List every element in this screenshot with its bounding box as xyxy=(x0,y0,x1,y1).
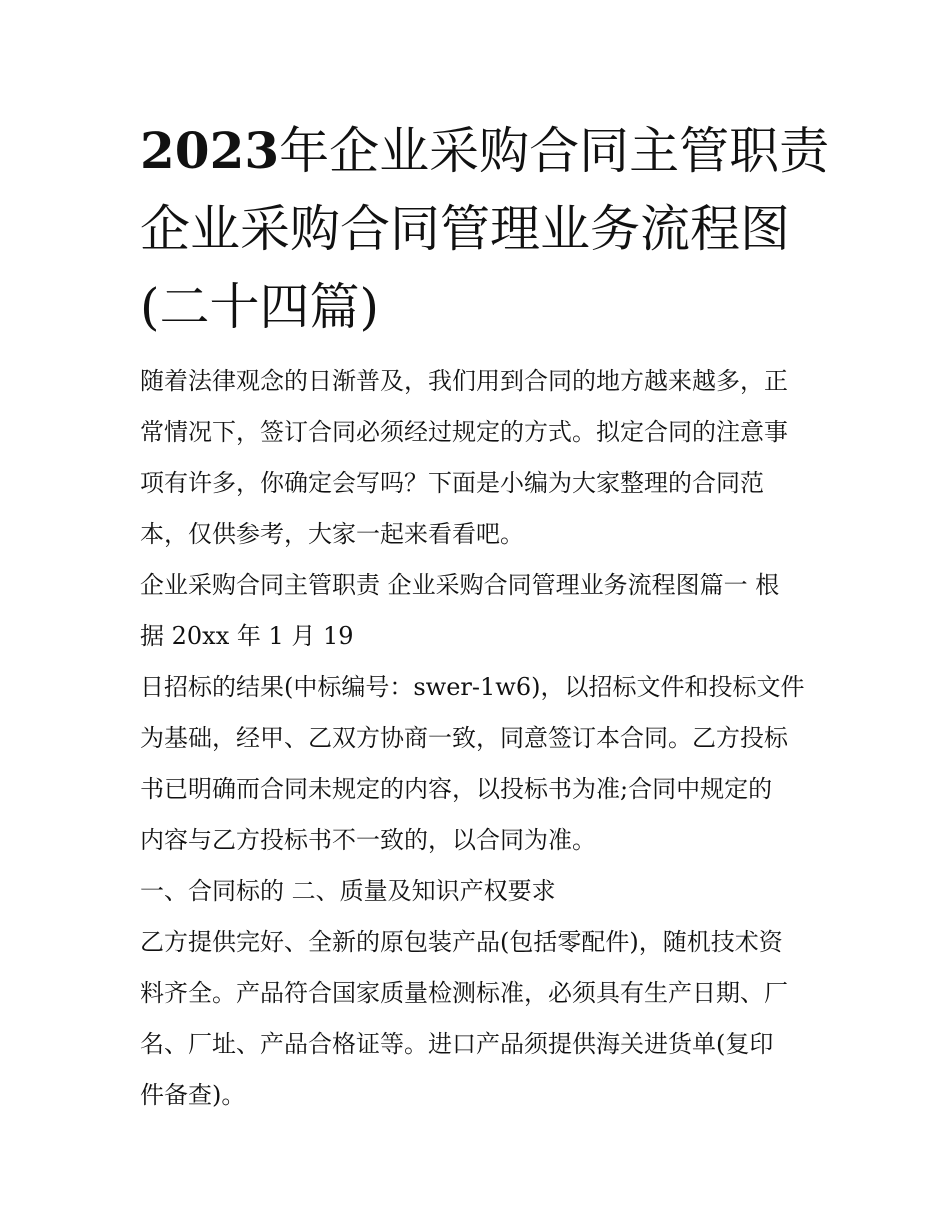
paragraph-intro xyxy=(140,356,820,560)
text-line: 项有许多，你确定会写吗？下面是小编为大家整理的合同范 xyxy=(140,469,764,497)
paragraph-quality-requirements xyxy=(140,917,820,1121)
title-line-2: 企业采购合同管理业务流程图 xyxy=(140,200,790,258)
title-line-3: (二十四篇) xyxy=(140,278,380,336)
text-line: 常情况下，签订合同必须经过规定的方式。拟定合同的注意事 xyxy=(140,418,788,446)
paragraph-section-heading xyxy=(140,560,820,662)
text-line: 件备查)。 xyxy=(140,1081,246,1109)
text-line: 日招标的结果(中标编号：swer-1w6)，以招标文件和投标文件 xyxy=(140,673,805,701)
text-line: 本，仅供参考，大家一起来看看吧。 xyxy=(140,520,524,548)
title-line-1-text: 年企业采购合同主管职责 xyxy=(279,122,830,180)
text-line: 据 20xx 年 1 月 19 xyxy=(140,622,354,650)
text-line: 料齐全。产品符合国家质量检测标准，必须具有生产日期、厂 xyxy=(140,979,788,1007)
paragraph-clause-headings xyxy=(140,866,820,917)
text-line: 企业采购合同主管职责 企业采购合同管理业务流程图篇一 根 xyxy=(140,571,780,599)
text-line: 为基础，经甲、乙双方协商一致，同意签订本合同。乙方投标 xyxy=(140,724,788,752)
text-line: 乙方提供完好、全新的原包装产品(包括零配件)，随机技术资 xyxy=(140,928,783,956)
text-line: 随着法律观念的日渐普及，我们用到合同的地方越来越多，正 xyxy=(140,367,788,395)
title-year: 2023 xyxy=(140,121,280,180)
paragraph-tender-basis xyxy=(140,662,820,866)
title-line-1 xyxy=(140,112,830,190)
text-line: 书已明确而合同未规定的内容，以投标书为准;合同中规定的 xyxy=(140,775,773,803)
text-line: 名、厂址、产品合格证等。进口产品须提供海关进货单(复印 xyxy=(140,1030,774,1058)
text-line: 一、合同标的 二、质量及知识产权要求 xyxy=(140,877,556,905)
document-body xyxy=(140,356,820,1121)
document-title xyxy=(140,112,830,346)
text-line: 内容与乙方投标书不一致的，以合同为准。 xyxy=(140,826,596,854)
